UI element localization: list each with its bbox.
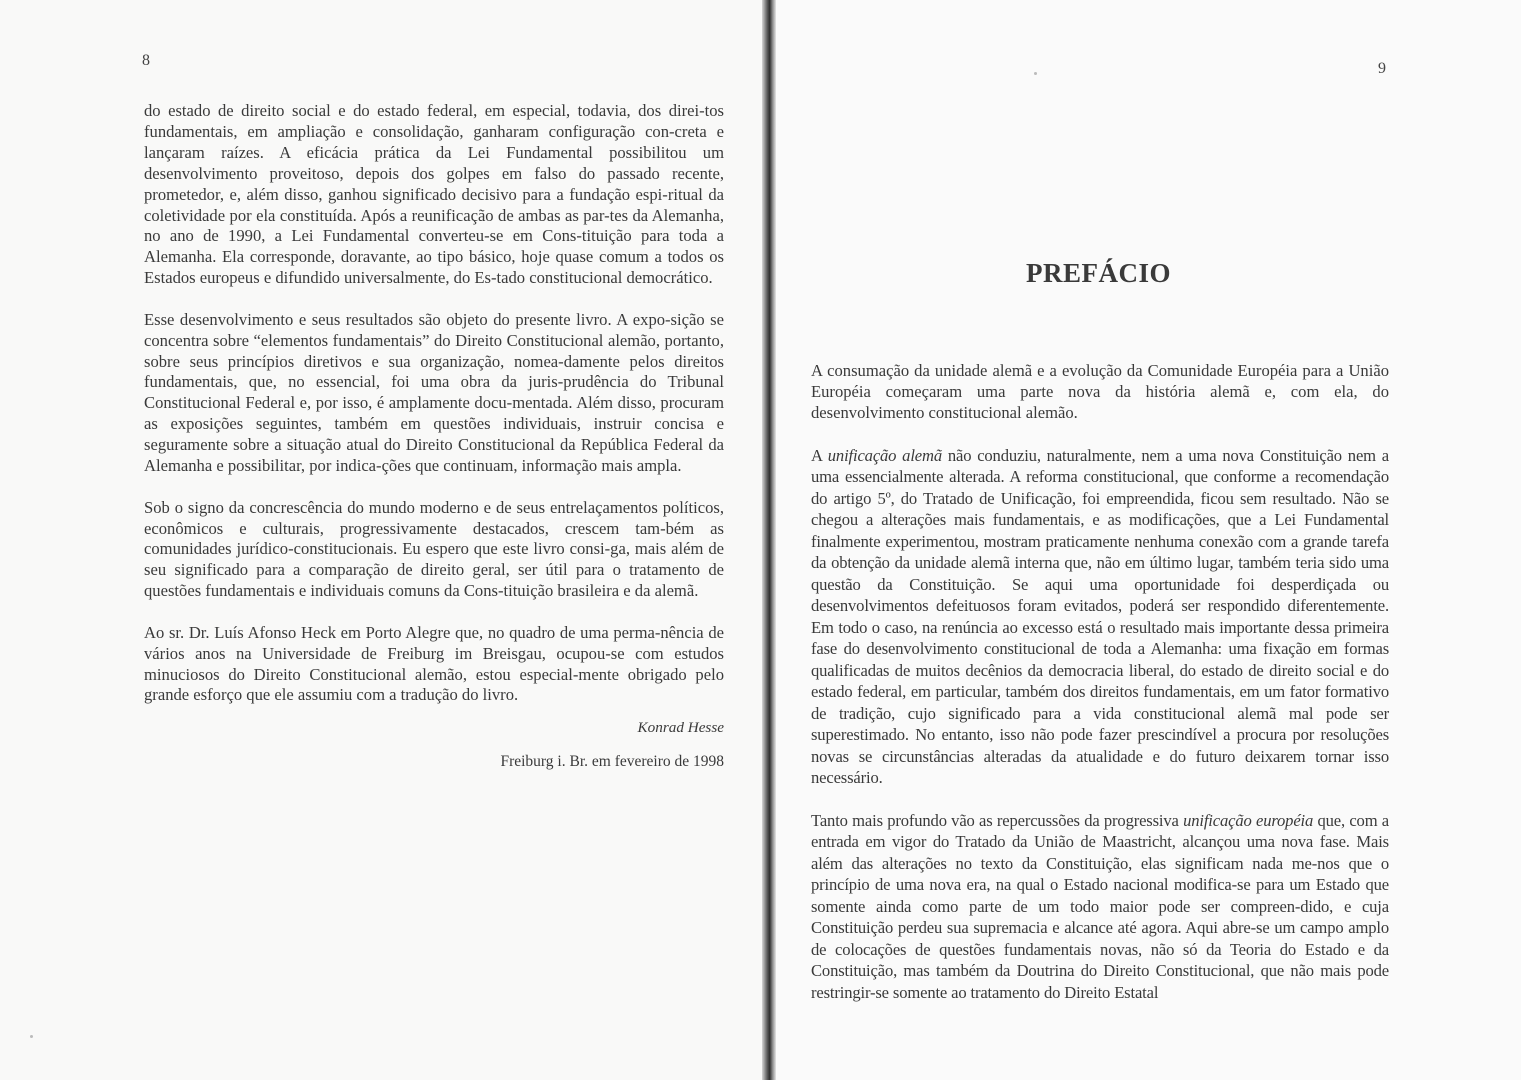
- paragraph: A consumação da unidade alemã e a evolução da Comunidade Européia para a União Européia começaram uma parte nova da história alemã e, com ela, do desenvolvimento constitucional alemão.: [811, 361, 1389, 422]
- place-date: Freiburg i. Br. em fevereiro de 1998: [500, 752, 724, 770]
- paragraph-rest: que, com a entrada em vigor do Tratado da União de Maastricht, alcançou uma nova fase. Mais além das alterações no texto da Constituição, elas significam nada me-nos que o princípio de uma nova era, na qual o Estado nacional modifica-se para um Estado que somente ainda como parte de um todo maior pode ser compreen-dido, e cuja Constituição perdeu sua supremacia e alcance até agora. Aqui abre-se um campo amplo de colocações de questões fundamentais novas, não só da Teoria do Estado e da Constituição, mas também da Doutrina do Direito Constitucional, que não mais pode restringir-se somente ao tratamento do Direito Estatal: [811, 810, 1390, 1002]
- paragraph: [811, 445, 1389, 789]
- right-page-text: [811, 361, 1389, 1024]
- emphasis: unificação alemã: [827, 445, 942, 465]
- paragraph-lead: Tanto mais profundo vão as repercussões da progressiva: [811, 810, 1184, 830]
- paragraph: Esse desenvolvimento e seus resultados são objeto do presente livro. A expo-sição se concentra sobre “elementos fundamentais” do Direito Constitucional alemão, portanto, sobre seus princípios diretivos e sua organização, nomea-damente pelos direitos fundamentais, que, no essencial, foi uma obra da juris-prudência do Tribunal Constitucional Federal e, por isso, é amplamente docu-mentada. Além disso, procuram as exposições seguintes, também em questões individuais, instruir concisa e seguramente sobre a situação atual do Direito Constitucional da República Federal da Alemanha e possibilitar, por indica-ções que continuam, informação mais ampla.: [144, 309, 724, 476]
- paper-speck: [1034, 72, 1037, 75]
- paper-speck: [30, 1035, 33, 1038]
- page-number-right: 9: [1378, 60, 1386, 77]
- paragraph: Sob o signo da concrescência do mundo moderno e de seus entrelaçamentos políticos, econômicos e culturais, progressivamente destacados, crescem tam-bém as comunidades jurídico-constitucionais. Eu espero que este livro consi-ga, mais além de seu significado para a comparação de direito geral, ser útil para o tratamento de questões fundamentais e individuais comuns da Cons-tituição brasileira e da alemã.: [144, 497, 724, 601]
- paragraph-rest: não conduziu, naturalmente, nem a uma nova Constituição nem a uma essencialmente alterada. A reforma constitucional, que conforme a recomendação do artigo 5º, do Tratado de Unificação, foi empreendida, ficou sem resultado. Não se chegou a alterações mais fundamentais, e as modificações, que a Lei Fundamental finalmente experimentou, mostram praticamente nenhuma conexão com a grande tarefa da obtenção da unidade alemã interna que, não em último lugar, também teria sido uma questão da Constituição. Se aqui uma oportunidade foi desperdiçada ou desenvolvimentos defeituosos foram evitados, poderá ser respondido diferentemente. Em todo o caso, na renúncia ao excesso está o resultado mais importante dessa primeira fase do desenvolvimento constitucional de toda a Alemanha: uma fixação em formas qualificadas de muitos decênios da democracia liberal, do estado de direito social e do estado federal, em particular, também dos direitos fundamentais, em um fator formativo de tradição, cujo significado para a vida constitucional alemã mal pode ser superestimado. No entanto, isso não pode fazer prescindível a procura por resoluções novas se circunstâncias alteradas da atualidade e do futuro deixarem tornar isso necessário.: [811, 445, 1389, 788]
- page-number-left: 8: [142, 52, 150, 69]
- paragraph-lead: A: [811, 445, 828, 465]
- chapter-title: PREFÁCIO: [1026, 258, 1171, 288]
- left-page-text: [144, 101, 724, 773]
- paragraph: Ao sr. Dr. Luís Afonso Heck em Porto Alegre que, no quadro de uma perma-nência de vários anos na Universidade de Freiburg im Breisgau, ocupou-se com estudos minuciosos do Direito Constitucional alemão, estou especial-mente obrigado pelo grande esforço que ele assumiu com a tradução do livro.: [144, 622, 724, 705]
- paragraph: do estado de direito social e do estado federal, em especial, todavia, dos direi-tos fundamentais, em ampliação e consolidação, ganharam configuração con-creta e lançaram raízes. A eficácia prática da Lei Fundamental possibilitou um desenvolvimento proveitoso, depois dos golpes em falso do passado recente, prometedor, e, além disso, ganhou significado decisivo para a fundação espi-ritual da coletividade por ela constituída. Após a reunificação de ambas as par-tes da Alemanha, no ano de 1990, a Lei Fundamental converteu-se em Cons-tituição para toda a Alemanha. Ela corresponde, doravante, ao tipo básico, hoje quase comum a todos os Estados europeus e difundido universalmente, do Es-tado constitucional democrático.: [144, 101, 724, 288]
- paragraph: [811, 810, 1389, 1004]
- book-gutter: [762, 0, 776, 1080]
- author-signature: Konrad Hesse: [637, 718, 724, 736]
- emphasis: unificação européia: [1183, 810, 1314, 830]
